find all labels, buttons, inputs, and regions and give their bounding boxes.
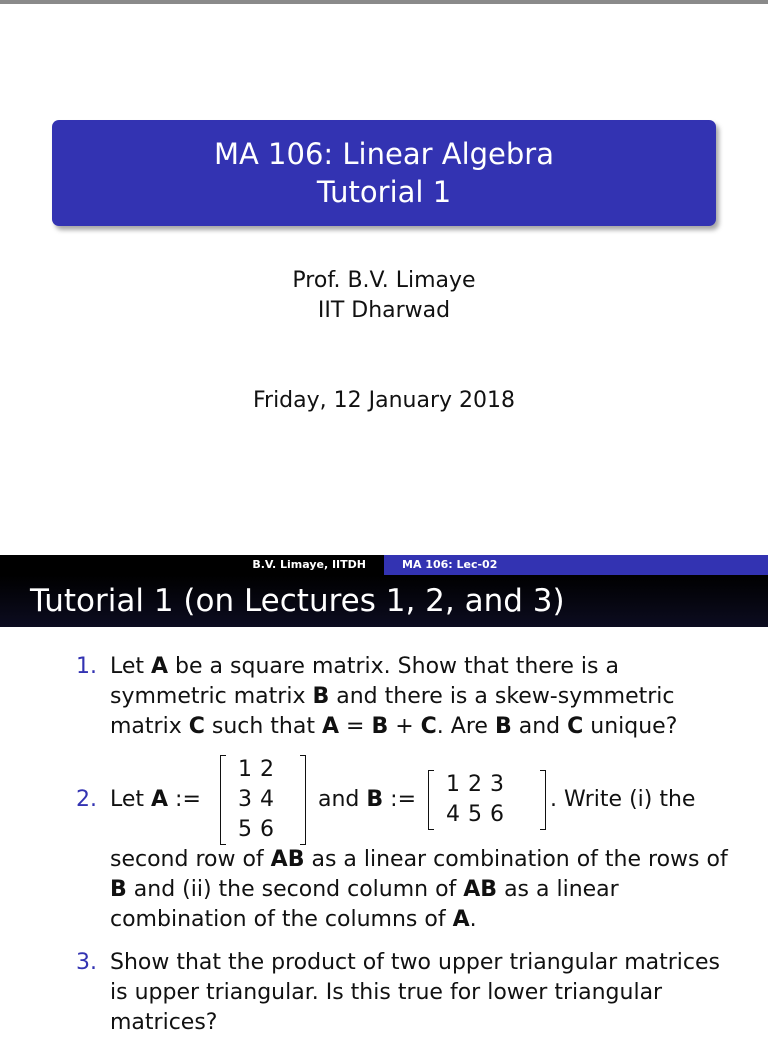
matrix-a — [220, 755, 306, 845]
item-number: 2. — [76, 787, 97, 812]
matrix-b-cell: 3 — [490, 772, 504, 797]
author-block — [0, 266, 768, 326]
item-text: second row of AB as a linear combination of the rows of B and (ii) the second column of AB as a linear combination of the columns of A. — [110, 847, 728, 932]
matrix-b-cell: 4 — [446, 802, 460, 827]
item-text: Show that the product of two upper triangular matrices is upper triangular. Is this true for lower triangular matrices? — [110, 950, 720, 1035]
matrix-a-cell: 3 — [238, 787, 252, 812]
slide-date: Friday, 12 January 2018 — [252, 388, 516, 413]
item-text-mid: and B := — [318, 787, 417, 812]
author-name: Prof. B.V. Limaye — [292, 268, 476, 293]
matrix-a-cell: 1 — [238, 757, 252, 782]
matrix-b-cell: 2 — [468, 772, 482, 797]
headline-author: B.V. Limaye, IITDH — [252, 558, 366, 571]
tutorial-title: Tutorial 1 — [316, 175, 452, 209]
matrix-b — [428, 770, 546, 830]
item-number: 1. — [76, 654, 97, 679]
item-text: Let A be a square matrix. Show that there is a symmetric matrix B and there is a skew-symmetric matrix C such that A = B + C. Are B and C unique? — [110, 654, 678, 739]
title-block — [52, 120, 716, 226]
headline-bar — [0, 555, 768, 575]
list-item-2 — [0, 755, 768, 847]
headline-course: MA 106: Lec-02 — [384, 555, 768, 575]
matrix-b-cell: 6 — [490, 802, 504, 827]
frame-title: Tutorial 1 (on Lectures 1, 2, and 3) — [0, 575, 768, 627]
matrix-b-cell: 1 — [446, 772, 460, 797]
course-title: MA 106: Linear Algebra — [213, 137, 554, 171]
matrix-a-cell: 2 — [260, 757, 274, 782]
item-number: 3. — [76, 950, 97, 975]
matrix-a-cell: 4 — [260, 787, 274, 812]
matrix-a-cell: 6 — [260, 817, 274, 842]
matrix-b-cell: 5 — [468, 802, 482, 827]
item-text-lead: Let A := — [110, 787, 201, 812]
matrix-a-cell: 5 — [238, 817, 252, 842]
item-text-tail: . Write (i) the — [550, 787, 696, 812]
author-institute: IIT Dharwad — [317, 298, 451, 323]
page-top-rule — [0, 0, 768, 4]
